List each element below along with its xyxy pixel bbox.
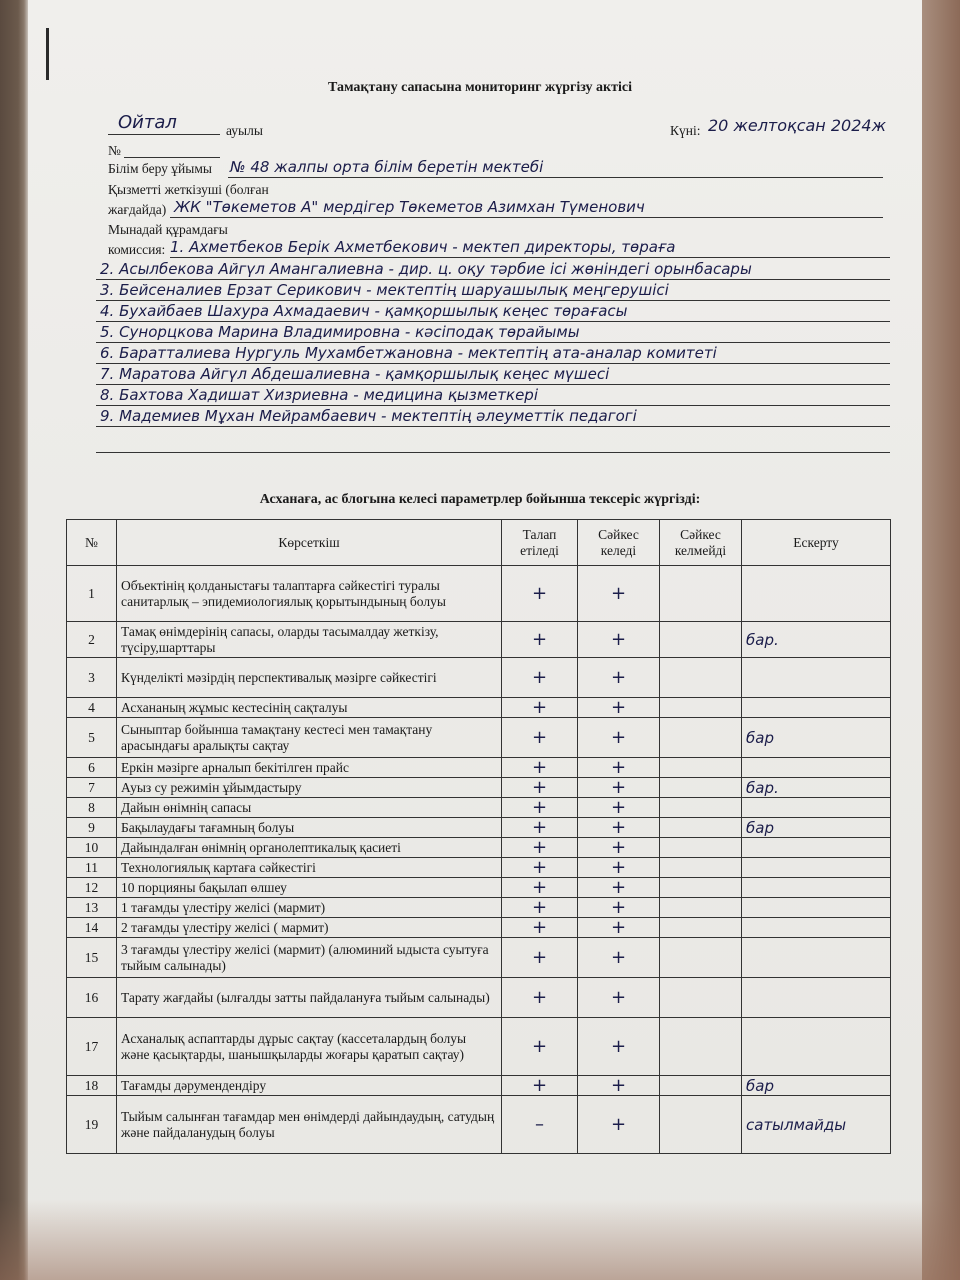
row-remark [742,978,891,1018]
row-remark [742,566,891,622]
table-row [67,1076,891,1096]
row-compliant-mark: + [578,918,660,938]
table-row [67,718,891,758]
row-noncompliant-mark [660,858,742,878]
row-noncompliant-mark [660,898,742,918]
row-number: 5 [67,718,117,758]
row-noncompliant-mark [660,698,742,718]
header-remark: Ескерту [742,520,891,566]
header-required: Талап етіледі [502,520,578,566]
table-row [67,818,891,838]
document-title: Тамақтану сапасына мониторинг жүргізу актісі [328,80,632,95]
school-underline [228,177,883,178]
row-remark [742,878,891,898]
row-indicator: Күнделікті мәзірдің перспективалық мәзірге сәйкестігі [117,658,502,698]
header-number: № [67,520,117,566]
row-required-mark: + [502,898,578,918]
row-noncompliant-mark [660,838,742,858]
table-row [67,1018,891,1076]
row-indicator: Бақылаудағы тағамның болуы [117,818,502,838]
row-remark: сатылмайды [742,1096,891,1154]
row-compliant-mark: + [578,978,660,1018]
row-number: 12 [67,878,117,898]
row-indicator: Технологиялық картаға сәйкестігі [117,858,502,878]
table-row [67,858,891,878]
row-required-mark: + [502,878,578,898]
row-noncompliant-mark [660,758,742,778]
header-noncompliant: Сәйкес келмейді [660,520,742,566]
row-required-mark: + [502,622,578,658]
village-value: Ойтал [118,112,177,133]
commission-line [96,279,890,280]
row-required-mark: + [502,1076,578,1096]
row-compliant-mark: + [578,566,660,622]
provider-label-1: Қызметті жеткізуші (болған [108,182,269,197]
commission-member: 5. Сунорцкова Марина Владимировна - кәсіподақ төрайымы [100,323,580,341]
row-compliant-mark: + [578,622,660,658]
row-indicator: Тыйым салынған тағамдар мен өнімдерді дайындаудың, сатудың және пайдаланудың болуы [117,1096,502,1154]
row-remark: бар. [742,622,891,658]
commission-line [96,405,890,406]
row-compliant-mark: + [578,778,660,798]
row-noncompliant-mark [660,1096,742,1154]
row-noncompliant-mark [660,798,742,818]
commission-label-2: комиссия: [108,242,166,257]
row-number: 1 [67,566,117,622]
row-compliant-mark: + [578,818,660,838]
commission-line [170,257,890,258]
row-number: 7 [67,778,117,798]
row-noncompliant-mark [660,818,742,838]
row-noncompliant-mark [660,1076,742,1096]
row-compliant-mark: + [578,1018,660,1076]
section-title: Асханаға, ас блогына келесі параметрлер бойынша тексеріс жүргізді: [259,492,701,507]
row-required-mark: + [502,978,578,1018]
table-row [67,938,891,978]
row-required-mark: + [502,658,578,698]
row-compliant-mark: + [578,938,660,978]
row-required-mark: + [502,798,578,818]
row-required-mark: + [502,566,578,622]
commission-line [96,321,890,322]
row-indicator: Дайын өнімнің сапасы [117,798,502,818]
blank-line [96,452,890,453]
row-indicator: Ауыз су режимін ұйымдастыру [117,778,502,798]
table-row [67,798,891,818]
row-noncompliant-mark [660,878,742,898]
row-indicator: 2 тағамды үлестіру желісі ( мармит) [117,918,502,938]
provider-value: ЖК "Төкеметов А" мердігер Төкеметов Азимхан Түменович [174,198,645,216]
table-row [67,838,891,858]
row-compliant-mark: + [578,798,660,818]
row-indicator: Тарату жағдайы (ылғалды затты пайдалануға тыйым салынады) [117,978,502,1018]
commission-member: 2. Асылбекова Айгүл Амангалиевна - дир. ц. оқу тәрбие ісі жөніндегі орынбасары [100,260,752,278]
table-row [67,658,891,698]
row-remark [742,798,891,818]
row-number: 14 [67,918,117,938]
row-remark [742,938,891,978]
commission-member: 7. Маратова Айгүл Абдешалиевна - қамқоршылық кеңес мүшесі [100,365,610,383]
row-noncompliant-mark [660,938,742,978]
commission-member: 4. Бухайбаев Шахура Ахмадаевич - қамқоршылық кеңес төрағасы [100,302,628,320]
row-remark: бар. [742,778,891,798]
table-row [67,898,891,918]
row-compliant-mark: + [578,718,660,758]
row-remark [742,658,891,698]
table-row [67,1096,891,1154]
row-indicator: 1 тағамды үлестіру желісі (мармит) [117,898,502,918]
row-number: 10 [67,838,117,858]
commission-member: 9. Мадемиев Мұхан Мейрамбаевич - мектептің әлеуметтік педагогі [100,407,637,425]
row-indicator: 3 тағамды үлестіру желісі (мармит) (алюминий ыдыста суытуға тыйым салынады) [117,938,502,978]
table-header-row [67,520,891,566]
row-required-mark: + [502,698,578,718]
commission-line [96,342,890,343]
commission-member: 3. Бейсеналиев Ерзат Серикович - мектептің шаруашылық меңгерушісі [100,281,669,299]
row-required-mark: + [502,818,578,838]
provider-underline [170,217,883,218]
row-number: 17 [67,1018,117,1076]
row-required-mark: + [502,858,578,878]
row-remark [742,918,891,938]
commission-member: 6. Баратталиева Нургуль Мухамбетжановна - мектептің ата-аналар комитеті [100,344,717,362]
commission-label-1: Мынадай құрамдағы [108,222,228,237]
village-label: ауылы [226,123,263,138]
row-required-mark: + [502,778,578,798]
row-required-mark: + [502,718,578,758]
row-indicator: Асхананың жұмыс кестесінің сақталуы [117,698,502,718]
row-compliant-mark: + [578,658,660,698]
row-remark: бар [742,818,891,838]
row-compliant-mark: + [578,758,660,778]
date-label: Күні: [670,123,701,138]
commission-member: 8. Бахтова Хадишат Хизриевна - медицина қызметкері [100,386,538,404]
row-remark [742,898,891,918]
commission-line [96,363,890,364]
commission-line [96,426,890,427]
commission-line [96,384,890,385]
table-surface [0,1200,960,1280]
table-row [67,778,891,798]
commission-line [96,300,890,301]
provider-label-2: жағдайда) [108,202,167,217]
row-indicator: Тамақ өнімдерінің сапасы, оларды тасымалдау жеткізу, түсіру,шарттары [117,622,502,658]
row-noncompliant-mark [660,918,742,938]
row-remark: бар [742,718,891,758]
table-row [67,758,891,778]
row-number: 4 [67,698,117,718]
table-row [67,566,891,622]
row-noncompliant-mark [660,1018,742,1076]
row-noncompliant-mark [660,718,742,758]
inspection-table [66,519,891,1154]
row-required-mark: + [502,938,578,978]
number-underline [124,157,220,158]
row-remark [742,758,891,778]
row-required-mark: + [502,1018,578,1076]
table-row [67,622,891,658]
row-number: 2 [67,622,117,658]
row-noncompliant-mark [660,778,742,798]
header-compliant: Сәйкес келеді [578,520,660,566]
row-noncompliant-mark [660,622,742,658]
table-row [67,698,891,718]
row-compliant-mark: + [578,1096,660,1154]
table-row [67,918,891,938]
table-row [67,978,891,1018]
row-required-mark: – [502,1096,578,1154]
row-number: 18 [67,1076,117,1096]
row-remark [742,1018,891,1076]
row-compliant-mark: + [578,898,660,918]
row-number: 8 [67,798,117,818]
row-remark: бар [742,1076,891,1096]
table-row [67,878,891,898]
commission-member: 1. Ахметбеков Берік Ахметбекович - мектеп директоры, төраға [170,238,676,256]
row-compliant-mark: + [578,878,660,898]
row-required-mark: + [502,918,578,938]
row-number: 6 [67,758,117,778]
row-compliant-mark: + [578,1076,660,1096]
row-indicator: Еркін мәзірге арналып бекітілген прайс [117,758,502,778]
row-noncompliant-mark [660,978,742,1018]
row-noncompliant-mark [660,566,742,622]
row-indicator: 10 порцияны бақылап өлшеу [117,878,502,898]
row-indicator: Дайындалған өнімнің органолептикалық қасиеті [117,838,502,858]
date-value: 20 желтоқсан 2024ж [708,116,886,135]
row-indicator: Асханалық аспаптарды дұрыс сақтау (кассеталардың болуы және қасықтарды, шанышқыларды жоғары қаратып сақтау) [117,1018,502,1076]
row-number: 9 [67,818,117,838]
row-number: 16 [67,978,117,1018]
village-underline [108,134,220,135]
school-label: Білім беру ұйымы [108,161,212,176]
row-indicator: Сыныптар бойынша тамақтану кестесі мен тамақтану арасындағы аралықты сақтау [117,718,502,758]
row-compliant-mark: + [578,838,660,858]
row-remark [742,838,891,858]
row-number: 19 [67,1096,117,1154]
row-number: 13 [67,898,117,918]
header-indicator: Көрсеткіш [117,520,502,566]
school-value: № 48 жалпы орта білім беретін мектебі [230,158,544,176]
row-required-mark: + [502,758,578,778]
row-indicator: Объектінің қолданыстағы талаптарға сәйкестігі туралы санитарлық – эпидемиологиялық қорытындының болуы [117,566,502,622]
row-number: 11 [67,858,117,878]
row-compliant-mark: + [578,698,660,718]
row-noncompliant-mark [660,658,742,698]
row-indicator: Тағамды дәрумендендіру [117,1076,502,1096]
row-number: 15 [67,938,117,978]
row-compliant-mark: + [578,858,660,878]
number-label: № [108,143,121,158]
row-remark [742,698,891,718]
row-number: 3 [67,658,117,698]
pen-mark [46,28,49,80]
row-remark [742,858,891,878]
row-required-mark: + [502,838,578,858]
